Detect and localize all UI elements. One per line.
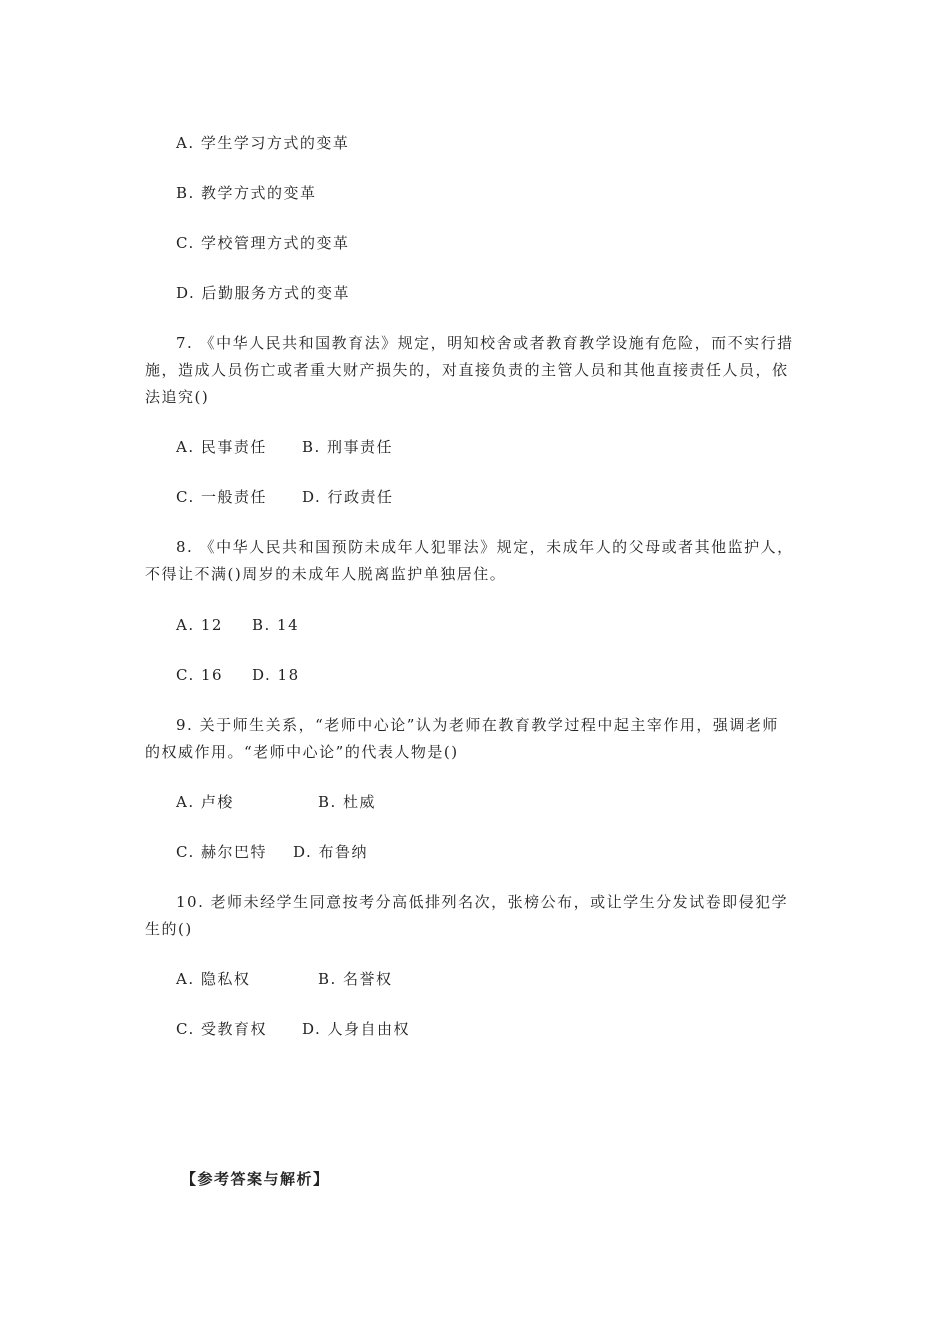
q7-stem-line3: 法追究() (145, 388, 210, 406)
answer-section-title: 【参考答案与解析】 (181, 1170, 330, 1188)
q8-stem-line2: 不得让不满()周岁的未成年人脱离监护单独居住。 (145, 565, 507, 583)
q9-option-d: D. 布鲁纳 (293, 843, 369, 861)
q9-option-a: A. 卢梭 (176, 793, 234, 811)
q7-stem-line1: 7. 《中华人民共和国教育法》规定，明知校舍或者教育教学设施有危险，而不实行措 (176, 334, 794, 352)
q7-option-a: A. 民事责任 (176, 438, 267, 456)
q10-stem-line1: 10. 老师未经学生同意按考分高低排列名次，张榜公布，或让学生分发试卷即侵犯学 (176, 893, 789, 911)
q10-option-a: A. 隐私权 (176, 970, 251, 988)
q9-stem-line1: 9. 关于师生关系，“老师中心论”认为老师在教育教学过程中起主宰作用，强调老师 (176, 716, 779, 734)
q6-option-b: B. 教学方式的变革 (176, 184, 317, 202)
q7-option-d: D. 行政责任 (302, 488, 394, 506)
q8-option-d: D. 18 (252, 666, 300, 684)
q9-stem-line2: 的权威作用。“老师中心论”的代表人物是() (145, 743, 459, 761)
q8-option-a: A. 12 (176, 616, 223, 634)
q7-stem-line2: 施，造成人员伤亡或者重大财产损失的，对直接负责的主管人员和其他直接责任人员，依 (145, 361, 789, 379)
q6-option-c: C. 学校管理方式的变革 (176, 234, 350, 252)
q10-stem-line2: 生的() (145, 920, 193, 938)
q8-option-b: B. 14 (252, 616, 300, 634)
q9-option-c: C. 赫尔巴特 (176, 843, 267, 861)
q8-stem-line1: 8. 《中华人民共和国预防未成年人犯罪法》规定，未成年人的父母或者其他监护人， (176, 538, 794, 556)
q10-option-b: B. 名誉权 (318, 970, 393, 988)
q7-option-c: C. 一般责任 (176, 488, 267, 506)
q7-option-b: B. 刑事责任 (302, 438, 394, 456)
q8-option-c: C. 16 (176, 666, 224, 684)
q10-option-c: C. 受教育权 (176, 1020, 267, 1038)
q9-option-b: B. 杜威 (318, 793, 377, 811)
q6-option-d: D. 后勤服务方式的变革 (176, 284, 351, 302)
q10-option-d: D. 人身自由权 (302, 1020, 411, 1038)
q6-option-a: A. 学生学习方式的变革 (176, 134, 350, 152)
